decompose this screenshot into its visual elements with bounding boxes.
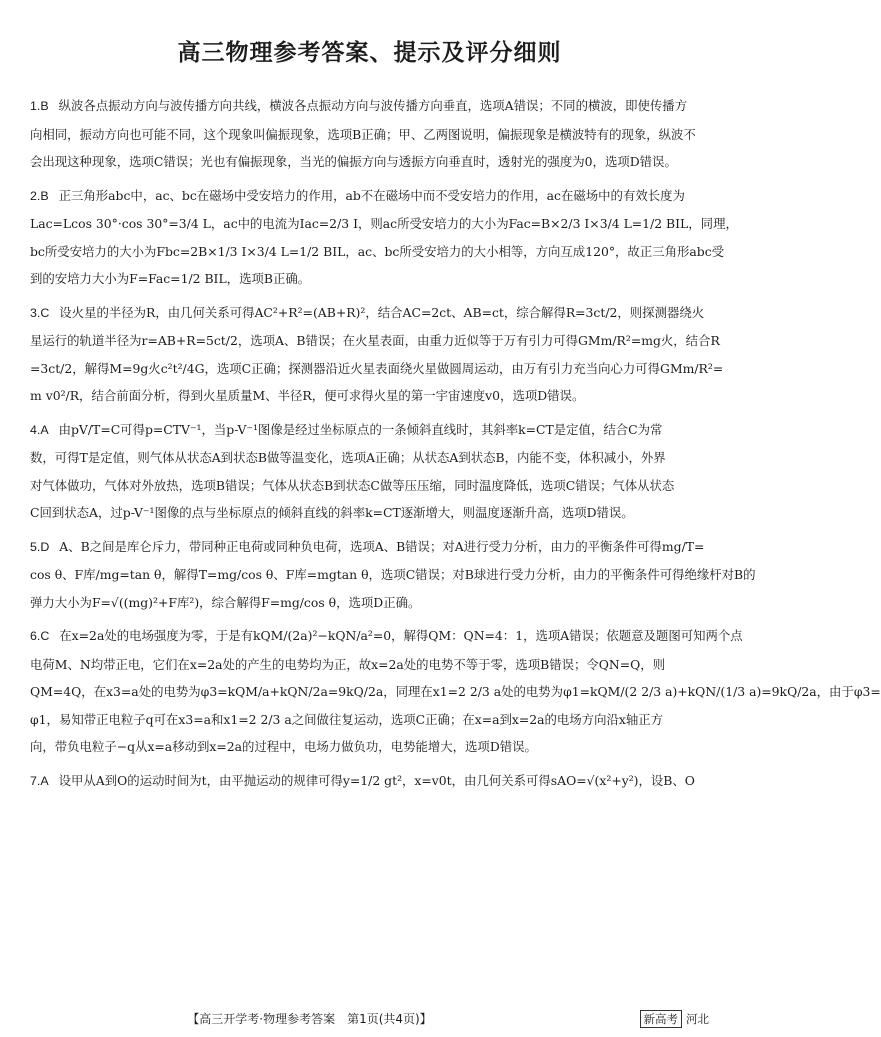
question-number: 7. (30, 773, 41, 788)
explanation-line: 设甲从A到O的运动时间为t，由平抛运动的规律可得y=1/2 gt²，x=v0t，由几何关系可得sAO=√(x²+y²)，设B、O (58, 772, 695, 788)
answer-list (30, 92, 881, 801)
explanation-line: C回到状态A，过p-V⁻¹图像的点与坐标原点的倾斜直线的斜率k=CT逐渐增大，则温度逐渐升高，选项D错误。 (30, 505, 634, 520)
explanation-line: 数，可得T是定值，则气体从状态A到状态B做等温变化，选项A正确；从状态A到状态B，内能不变，体积减小，外界 (30, 450, 666, 465)
question-1 (30, 92, 712, 176)
question-number: 6. (30, 629, 41, 643)
explanation-line: φ1，易知带正电粒子q可在x3=a和x1=2 2/3 a之间做往复运动，选项C正确；在x=a到x=2a的电场方向沿x轴正方 (30, 711, 664, 727)
question-3 (30, 299, 724, 410)
question-answer: B (40, 99, 49, 113)
question-4 (30, 416, 712, 527)
explanation-line: =3ct/2，解得M=9g火c²t²/4G，选项C正确；探测器沿近火星表面绕火星做圆周运动，由万有引力充当向心力可得GMm/R²= (30, 360, 724, 376)
question-number: 2. (30, 188, 41, 203)
page-title: 高三物理参考答案、提示及评分细则 (177, 40, 562, 66)
explanation-line: 会出现这种现象，选项C错误；光也有偏振现象，当光的偏振方向与透振方向垂直时，透射光的强度为0，选项D错误。 (30, 154, 677, 169)
explanation-line: A、B之间是库仑斥力，带同种正电荷或同种负电荷，选项A、B错误；对A进行受力分析，由力的平衡条件可得mg/T= (59, 538, 705, 554)
footer-region: 河北 (686, 1012, 709, 1026)
footer-tag-group (640, 1010, 710, 1028)
explanation-line: 向相同，振动方向也可能不同，这个现象叫偏振现象，选项B正确；甲、乙两图说明，偏振现象是横波特有的现象，纵波不 (30, 126, 696, 142)
question-7 (30, 767, 712, 796)
question-number: 1. (30, 99, 41, 113)
explanation-line: 在x=2a处的电场强度为零，于是有kQM/(2a)²−kQN/a²=0，解得QM：QN=4：1，选项A错误；依题意及题图可知两个点 (59, 628, 743, 643)
explanation-line: 到的安培力大小为F=Fac=1/2 BIL，选项B正确。 (30, 271, 311, 286)
question-number: 4. (30, 422, 41, 437)
explanation-line: 星运行的轨道半径为r=AB+R=5ct/2，选项A、B错误；在火星表面，由重力近似等于万有引力可得GMm/R²=mg火，结合R (30, 333, 720, 348)
explanation-line: 设火星的半径为R，由几何关系可得AC²+R²=(AB+R)²，结合AC=2ct、AB=ct，综合解得R=3ct/2，则探测器绕火 (59, 304, 705, 320)
explanation-line: 纵波各点振动方向与波传播方向共线，横波各点振动方向与波传播方向垂直，选项A错误；不同的横波，即使传播方 (58, 98, 688, 113)
page-footer (0, 1010, 739, 1027)
explanation-line: 对气体做功，气体对外放热，选项B错误；气体从状态B到状态C做等压压缩，同时温度降低，选项C错误；气体从状态 (30, 477, 675, 493)
question-answer: A (40, 773, 49, 788)
explanation-line: 正三角形abc中，ac、bc在磁场中受安培力的作用，ab不在磁场中而不受安培力的作用，ac在磁场中的有效长度为 (58, 187, 685, 203)
explanation-line: 弹力大小为F=√((mg)²+F库²)，综合解得F=mg/cos θ，选项D正确。 (30, 594, 421, 610)
explanation-line: m v0²/R，结合前面分析，得到火星质量M、半径R，便可求得火星的第一宇宙速度v0，选项D错误。 (30, 388, 585, 403)
question-answer: C (40, 629, 50, 643)
explanation-line: 向，带负电粒子−q从x=a移动到x=2a的过程中，电场力做负功，电势能增大，选项D错误。 (30, 739, 537, 754)
question-answer: C (40, 305, 50, 320)
footer-tag: 新高考 (640, 1010, 683, 1028)
question-6 (30, 622, 881, 761)
explanation-line: 由pV/T=C可得p=CTV⁻¹，当p-V⁻¹图像是经过坐标原点的一条倾斜直线时，其斜率k=CT是定值，结合C为常 (58, 421, 663, 437)
explanation-line: bc所受安培力的大小为Fbc=2B×1/3 I×3/4 L=1/2 BIL，ac、bc所受安培力的大小相等，方向互成120°，故正三角形abc受 (30, 243, 725, 259)
explanation-line: 电荷M、N均带正电，它们在x=2a处的产生的电势均为正，故x=2a处的电势不等于零，选项B错误；令QN=Q，则 (30, 656, 666, 672)
question-2 (30, 182, 738, 293)
question-answer: A (40, 422, 49, 437)
explanation-line: cos θ、F库/mg=tan θ，解得T=mg/cos θ、F库=mgtan θ，选项C错误；对B球进行受力分析，由力的平衡条件可得绝缘杆对B的 (30, 567, 756, 582)
question-number: 5. (30, 539, 41, 554)
question-5 (30, 533, 756, 617)
question-number: 3. (30, 305, 41, 320)
explanation-line: QM=4Q，在x3=a处的电势为φ3=kQM/a+kQN/2a=9kQ/2a，同理在x1=2 2/3 a处的电势为φ1=kQM/(2 2/3 a)+kQN/(1/3 a)=9kQ/2a，由于φ3= (30, 684, 881, 699)
explanation-line: Lac=Lcos 30°·cos 30°=3/4 L，ac中的电流为Iac=2/3 I，则ac所受安培力的大小为Fac=B×2/3 I×3/4 L=1/2 BIL，同理， (30, 216, 738, 231)
question-answer: D (40, 539, 50, 554)
footer-page-info: 【高三开学考·物理参考答案 第1页(共4页)】 (187, 1012, 432, 1026)
question-answer: B (40, 188, 49, 203)
